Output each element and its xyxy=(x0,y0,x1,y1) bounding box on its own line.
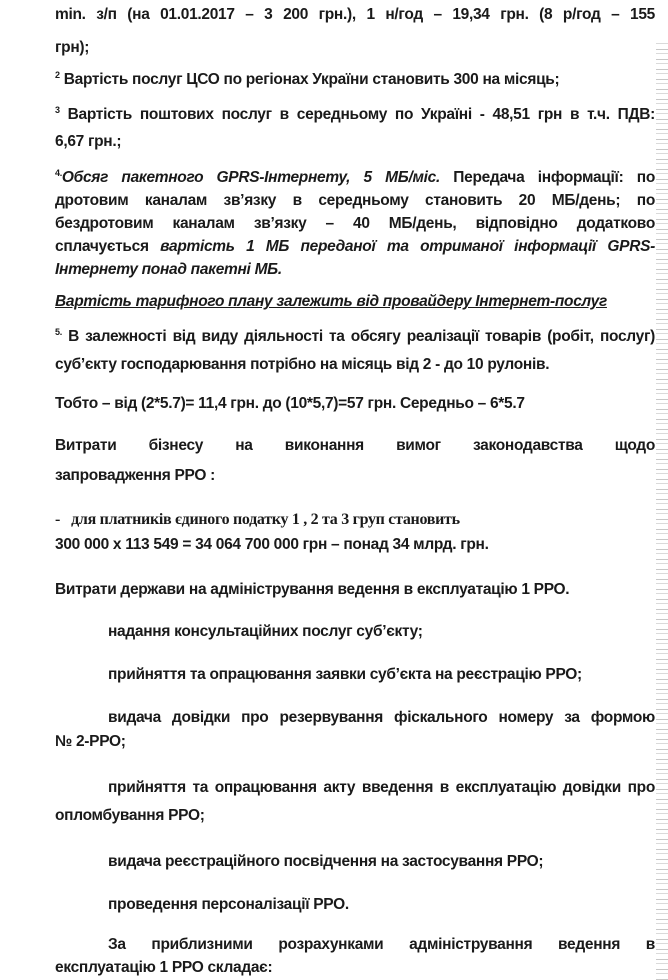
text-plain: сплачується xyxy=(55,238,149,255)
footnote-mark: 3 xyxy=(55,105,60,115)
text-line xyxy=(55,237,655,257)
list-item: прийняття та опрацювання заявки суб’єкта на реєстрацію РРО; xyxy=(108,666,582,683)
text-italic: вартість 1 МБ переданої та отриманої інформації GPRS- xyxy=(160,238,655,255)
list-item: видача довідки про резервування фіскального номеру за формою xyxy=(108,709,655,726)
scan-edge-artifact xyxy=(656,40,668,980)
text-line: опломбування РРО; xyxy=(55,807,205,824)
footnote-mark: 2 xyxy=(55,70,60,80)
list-item: видача реєстраційного посвідчення на застосування РРО; xyxy=(108,853,544,870)
text-line: № 2-РРО; xyxy=(55,733,126,750)
conclusion-line: За приблизними розрахунками адміністрування ведення в xyxy=(108,936,655,953)
business-costs-heading: Витрати бізнесу на виконання вимог законодавства щодо xyxy=(55,437,655,454)
list-item: проведення персоналізації РРО. xyxy=(108,896,349,913)
list-item: надання консультаційних послуг суб’єкту; xyxy=(108,623,423,640)
total-line: 300 000 х 113 549 = 34 064 700 000 грн – понад 34 млрд. грн. xyxy=(55,536,489,553)
text-line: запровадження РРО : xyxy=(55,467,215,484)
text-line: експлуатацію 1 РРО складає: xyxy=(55,959,273,976)
footnote-mark: 4. xyxy=(55,168,62,178)
state-costs-heading: Витрати держави на адміністрування ведення в експлуатацію 1 РРО. xyxy=(55,581,570,598)
list-item: прийняття та опрацювання акту введення в експлуатацію довідки про xyxy=(108,779,655,796)
text-line: грн); xyxy=(55,39,90,56)
footnote-4 xyxy=(55,168,655,188)
text-line: суб’єкту господарювання потрібно на місяць від 2 - до 10 рулонів. xyxy=(55,356,550,373)
tariff-note: Вартість тарифного плану залежить від провайдеру Інтернет-послуг xyxy=(55,293,607,310)
text-line: Інтернету понад пакетні МБ. xyxy=(55,261,282,278)
footnote-mark: 5. xyxy=(55,327,62,337)
footnote-italic: Обсяг пакетного GPRS-Інтернету, 5 МБ/міс. xyxy=(61,169,440,186)
payers-line xyxy=(55,510,655,530)
footnote-text: Вартість послуг ЦСО по регіонах України становить 300 на місяць; xyxy=(63,71,560,88)
footnote-3 xyxy=(55,105,655,125)
footnote-text: Вартість поштових послуг в середньому по Україні - 48,51 грн в т.ч. ПДВ: xyxy=(67,106,655,123)
text-line: 6,67 грн.; xyxy=(55,133,122,150)
footnote-5 xyxy=(55,327,655,347)
footnote-2 xyxy=(55,70,655,90)
calculation-line: Тобто – від (2*5.7)= 11,4 грн. до (10*5,7)=57 грн. Середньо – 6*5.7 xyxy=(55,395,525,412)
text-line: min. з/п (на 01.01.2017 – 3 200 грн.), 1 н/год – 19,34 грн. (8 р/год – 155 xyxy=(55,6,655,23)
footnote-text: В залежності від виду діяльності та обсягу реалізації товарів (робіт, послуг) xyxy=(68,328,655,345)
payers-text: для платників єдиного податку 1 , 2 та 3 груп становить xyxy=(71,511,460,528)
footnote-text: Передача інформації: по xyxy=(453,169,655,186)
text-line: бездротовим каналам зв’язку – 40 МБ/день, відповідно додатково xyxy=(55,215,655,232)
list-dash: - xyxy=(55,511,61,528)
text-line: дротовим каналам зв’язку в середньому становить 20 МБ/день; по xyxy=(55,192,655,209)
